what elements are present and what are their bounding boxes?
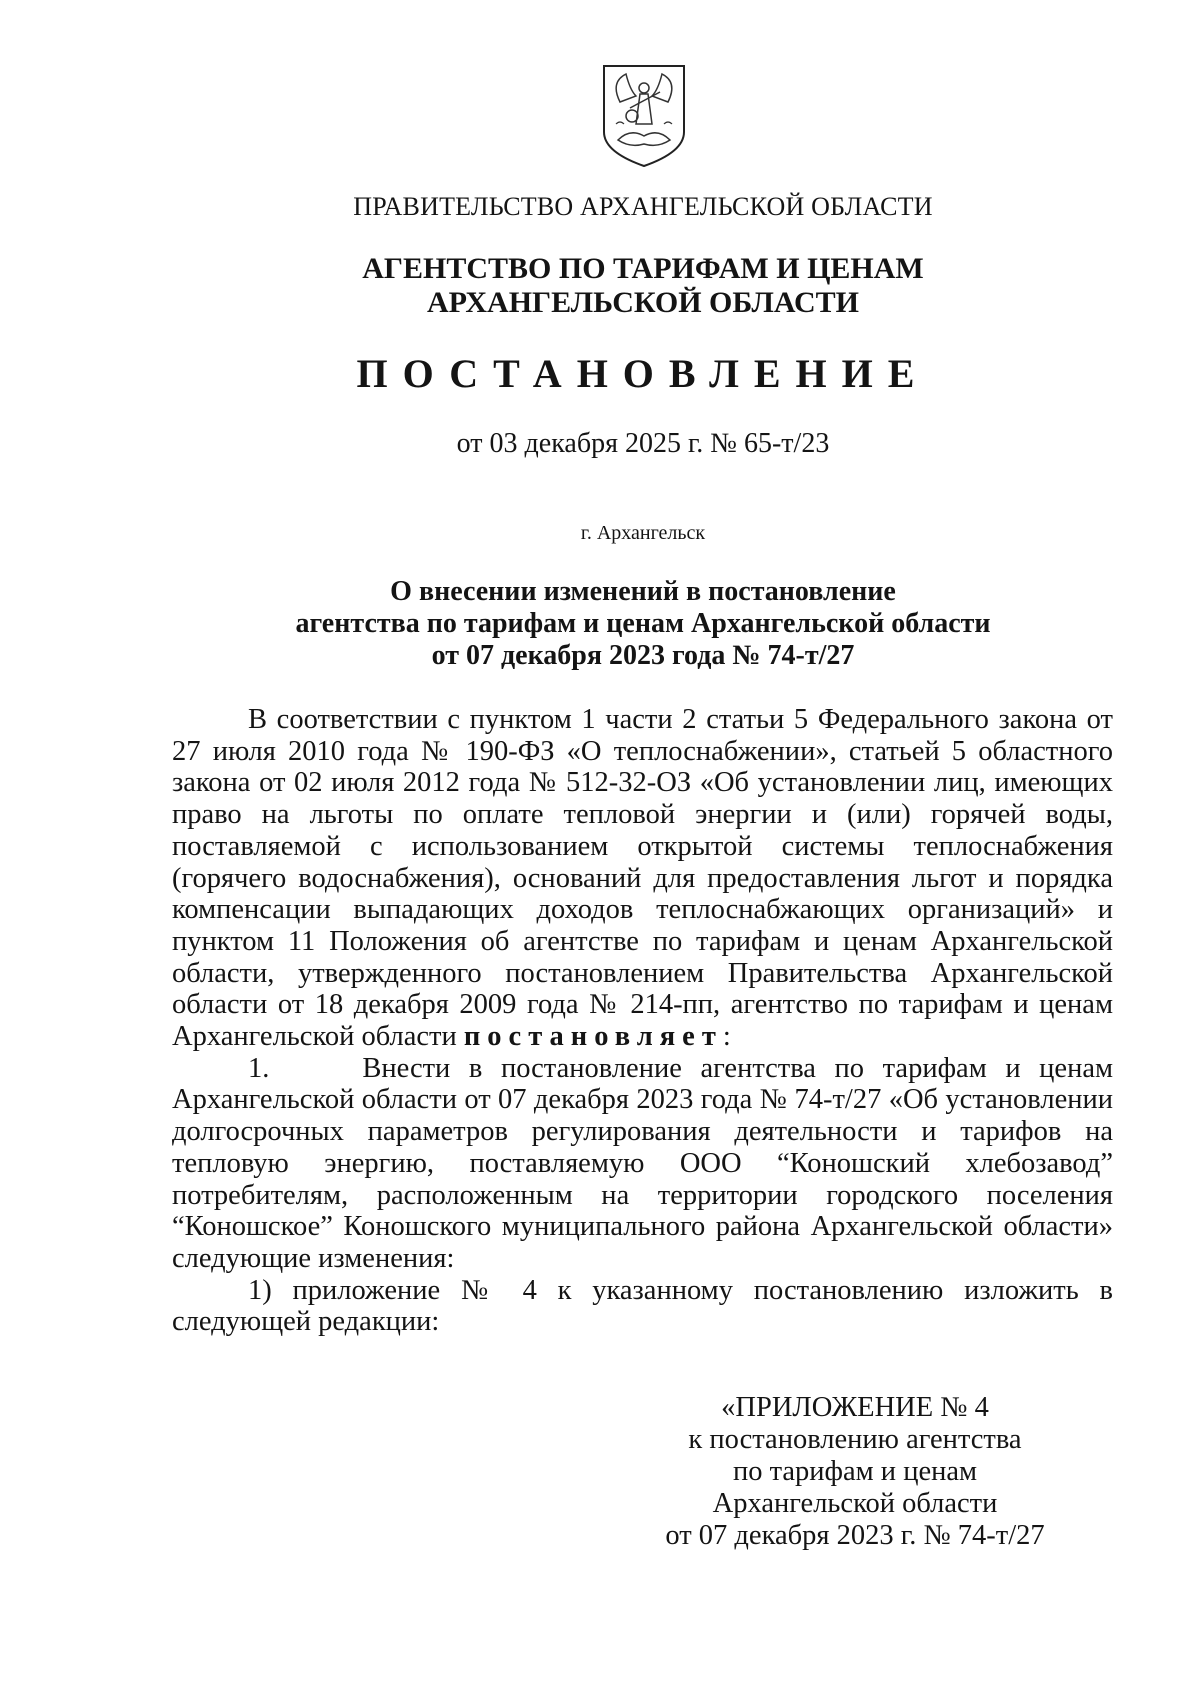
- subject-line: О внесении изменений в постановление: [390, 576, 896, 607]
- appendix-line: «ПРИЛОЖЕНИЕ № 4: [721, 1392, 989, 1423]
- appendix-line: к постановлению агентства: [688, 1424, 1022, 1455]
- appendix-line: Архангельской области: [712, 1488, 998, 1519]
- subject-line: агентства по тарифам и ценам Архангельской области: [295, 608, 991, 639]
- document-city: г. Архангельск: [580, 522, 706, 544]
- preamble-paragraph: [172, 704, 1113, 1053]
- government-name: ПРАВИТЕЛЬСТВО АРХАНГЕЛЬСКОЙ ОБЛАСТИ: [353, 192, 933, 221]
- document-type: ПОСТАНОВЛЕНИЕ: [356, 351, 930, 396]
- item-1-text: Внести в постановление агентства по тарифам и ценам Архангельской области от 07 декабря 2023 года № 74-т/27 «Об установлении долгосрочных параметров регулирования деятельности и тарифов на тепловую энергию, поставляемую ООО “Коношский хлебозавод” потребителям, расположенным на территории городского поселения “Коношское” Коношского муниципального района Архангельской области» следующие изменения:: [172, 1052, 1114, 1274]
- document-date-number: от 03 декабря 2025 г. № 65-т/23: [456, 428, 830, 459]
- resolves-word: постановляет: [463, 1021, 723, 1053]
- document-subject: [0, 576, 1200, 672]
- subitem-1-paragraph: [172, 1275, 1113, 1338]
- subject-line: от 07 декабря 2023 года № 74-т/27: [431, 640, 855, 671]
- subitem-1-text: 1) приложение № 4 к указанному постановлению изложить в следующей редакции:: [172, 1274, 1113, 1338]
- item-number: 1.: [248, 1052, 270, 1084]
- resolves-colon: :: [722, 1021, 731, 1053]
- agency-name-line: АРХАНГЕЛЬСКОЙ ОБЛАСТИ: [427, 286, 859, 319]
- item-1-paragraph: [172, 1053, 1113, 1275]
- coat-of-arms-icon: [600, 62, 688, 170]
- appendix-heading: [640, 1392, 1070, 1552]
- appendix-line: по тарифам и ценам: [732, 1456, 978, 1487]
- agency-name: [0, 252, 1200, 320]
- document-body: [172, 704, 1113, 1338]
- agency-name-line: АГЕНТСТВО ПО ТАРИФАМ И ЦЕНАМ: [362, 252, 924, 285]
- appendix-line: от 07 декабря 2023 г. № 74-т/27: [665, 1520, 1045, 1551]
- preamble-text: В соответствии с пунктом 1 части 2 статьи 5 Федерального закона от 27 июля 2010 года № 190-ФЗ «О теплоснабжении», статьей 5 областного закона от 02 июля 2012 года № 512-32-ОЗ «Об установлении лиц, имеющих право на льготы по оплате тепловой энергии и (или) горячей воды, поставляемой с использованием открытой системы теплоснабжения (горячего водоснабжения), оснований для предоставления льгот и порядка компенсации выпадающих доходов теплоснабжающих организаций» и пунктом 11 Положения об агентстве по тарифам и ценам Архангельской области, утвержденного постановлением Правительства Архангельской области от 18 декабря 2009 года № 214-пп, агентство по тарифам и ценам Архангельской области: [172, 704, 1113, 1053]
